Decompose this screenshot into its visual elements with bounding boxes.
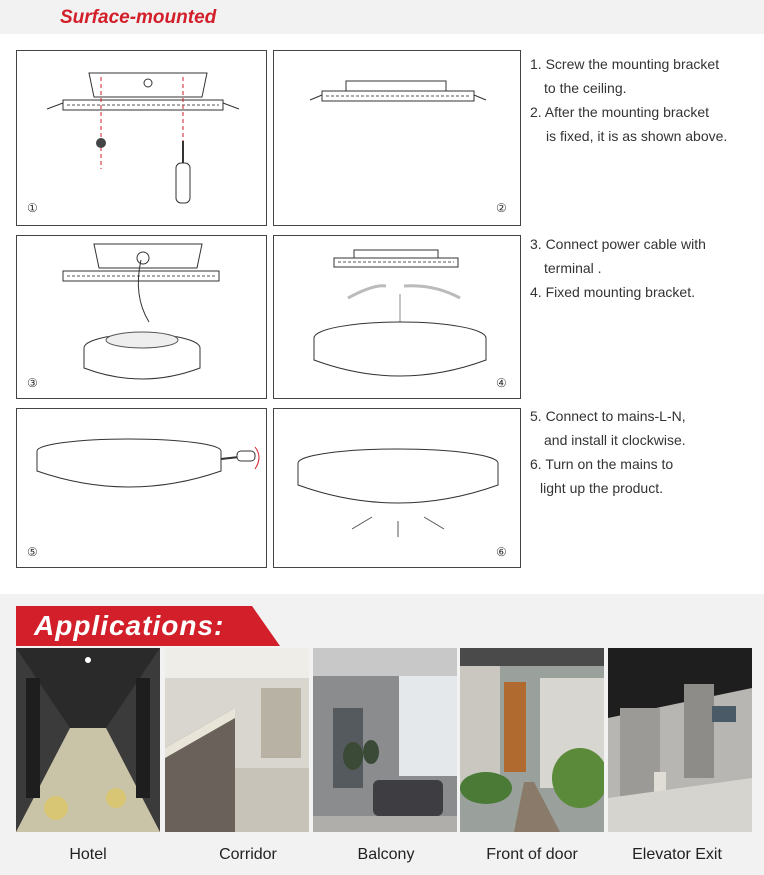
step-panel-1 <box>16 50 267 226</box>
step-panel-2 <box>273 50 521 226</box>
photo-front-of-door <box>460 648 604 832</box>
photo-corridor <box>165 648 309 832</box>
step-number: ④ <box>496 376 507 390</box>
step-number: ① <box>27 201 38 215</box>
applications-title: Applications: <box>34 610 225 641</box>
instruction-line: 1. Screw the mounting bracket <box>530 56 720 72</box>
caption-hotel: Hotel <box>69 846 107 863</box>
step-number: ② <box>496 201 507 215</box>
instruction-line: is fixed, it is as shown above. <box>546 128 728 144</box>
instruction-line: 2. After the mounting bracket <box>530 104 709 120</box>
caption-elevator-exit: Elevator Exit <box>632 846 722 863</box>
caption-front-of-door: Front of door <box>486 846 578 863</box>
caption-corridor: Corridor <box>219 846 277 863</box>
instruction-line: to the ceiling. <box>544 80 627 96</box>
instructions-group-2 <box>530 232 706 304</box>
step-panel-6 <box>273 408 521 568</box>
step-number: ③ <box>27 376 38 390</box>
caption-balcony: Balcony <box>357 846 415 863</box>
photo-hotel <box>16 648 160 832</box>
instruction-line: 3. Connect power cable with <box>530 236 706 252</box>
instructions-group-1 <box>530 52 727 148</box>
step-number: ⑤ <box>27 545 38 559</box>
section-title: Surface-mounted <box>60 7 217 28</box>
step-panel-5 <box>16 408 267 568</box>
photo-elevator-exit <box>608 648 752 832</box>
instruction-line: light up the product. <box>540 480 663 496</box>
instructions-group-3 <box>530 404 686 500</box>
step-panel-3 <box>16 235 267 399</box>
photo-balcony <box>313 648 457 832</box>
instruction-line: 6. Turn on the mains to <box>530 456 674 472</box>
instruction-line: 5. Connect to mains-L-N, <box>530 408 686 424</box>
instruction-line: terminal . <box>544 260 602 276</box>
step-number: ⑥ <box>496 545 507 559</box>
step-panel-4 <box>273 235 521 399</box>
instruction-line: 4. Fixed mounting bracket. <box>530 284 695 300</box>
instruction-line: and install it clockwise. <box>544 432 686 448</box>
